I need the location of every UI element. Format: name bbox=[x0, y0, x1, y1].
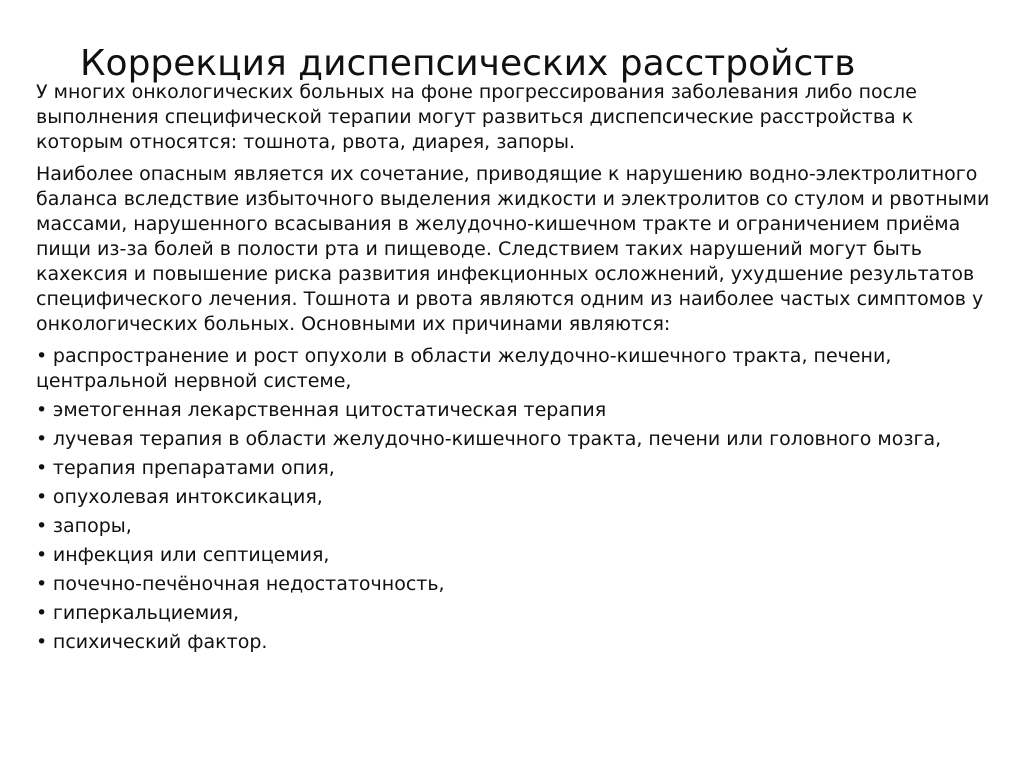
bullet-icon: • bbox=[36, 544, 48, 566]
list-item-text: психический фактор. bbox=[52, 631, 268, 653]
list-item-text: эметогенная лекарственная цитостатическая терапия bbox=[52, 399, 607, 421]
list-item bbox=[36, 427, 996, 452]
details-paragraph: Наиболее опасным является их сочетание, приводящие к нарушению водно-электролитного баланса вследствие избыточного выделения жидкости и электролитов со стулом и рвотными массами, нарушенного всасывания в желудочно-кишечном тракте и ограничением приёма пищи из-за болей в полости рта и пищеводе. Следствием таких нарушений могут быть кахексия и повышение риска развития инфекционных осложнений, ухудшение результатов специфического лечения. Тошнота и рвота являются одним из наиболее частых симптомов у онкологических больных. Основными их причинами являются: bbox=[36, 163, 990, 335]
list-item bbox=[36, 456, 996, 481]
list-item-text: инфекция или септицемия, bbox=[52, 544, 330, 566]
list-item bbox=[36, 601, 996, 626]
slide-body bbox=[36, 80, 996, 655]
bullet-icon: • bbox=[36, 428, 48, 450]
bullet-icon: • bbox=[36, 345, 48, 367]
bullet-icon: • bbox=[36, 399, 48, 421]
bullet-icon: • bbox=[36, 486, 48, 508]
list-item bbox=[36, 514, 996, 539]
slide-title: Коррекция диспепсических расстройств bbox=[80, 43, 856, 84]
list-item bbox=[36, 485, 996, 510]
list-item-text: запоры, bbox=[52, 515, 132, 537]
list-item bbox=[36, 543, 996, 568]
bullet-icon: • bbox=[36, 602, 48, 624]
bullet-icon: • bbox=[36, 457, 48, 479]
list-item-text: терапия препаратами опия, bbox=[52, 457, 335, 479]
list-item bbox=[36, 344, 996, 394]
list-item bbox=[36, 572, 996, 597]
intro-paragraph: У многих онкологических больных на фоне прогрессирования заболевания либо после выполнения специфической терапии могут развиться диспепсические расстройства к которым относятся: тошнота, рвота, диарея, запоры. bbox=[36, 81, 917, 153]
bullet-icon: • bbox=[36, 631, 48, 653]
list-item-text: почечно-печёночная недостаточность, bbox=[52, 573, 445, 595]
list-item-text: распространение и рост опухоли в области желудочно-кишечного тракта, печени, центральной нервной системе, bbox=[36, 345, 892, 392]
list-item-text: опухолевая интоксикация, bbox=[52, 486, 323, 508]
list-item-text: гиперкальциемия, bbox=[52, 602, 239, 624]
causes-list bbox=[36, 344, 996, 655]
list-item-text: лучевая терапия в области желудочно-кишечного тракта, печени или головного мозга, bbox=[52, 428, 942, 450]
list-item bbox=[36, 398, 996, 423]
bullet-icon: • bbox=[36, 573, 48, 595]
list-item bbox=[36, 630, 996, 655]
bullet-icon: • bbox=[36, 515, 48, 537]
